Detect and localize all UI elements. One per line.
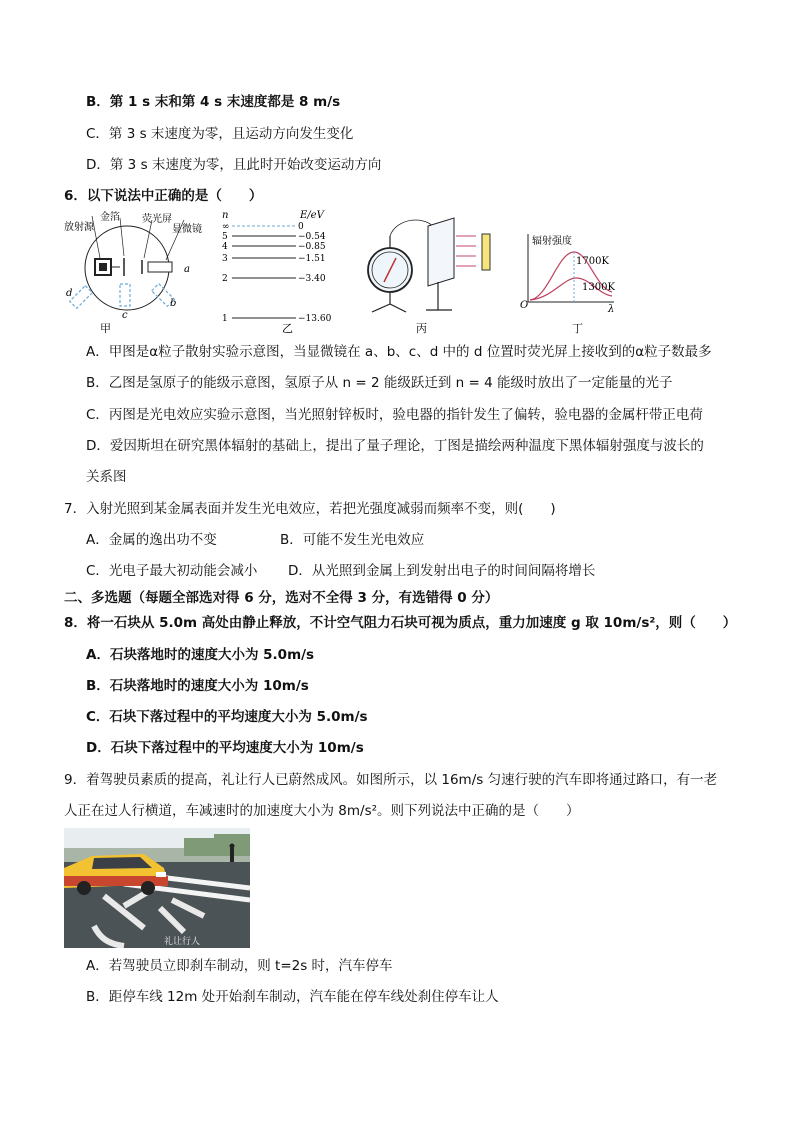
- q7-option-b: B．可能不发生光电效应: [280, 532, 425, 548]
- label-microscope: 显微镜: [172, 224, 202, 235]
- crosswalk-photo: [64, 828, 250, 948]
- q9-stem-line2: 人正在过人行横道，车减速时的加速度大小为 8m/s²。则下列说法中正确的是（ ）: [64, 803, 580, 819]
- energy-level-e: −0.54: [298, 232, 326, 242]
- energy-level-e: −13.60: [298, 314, 332, 324]
- q5-option-b: B．第 1 s 末和第 4 s 末速度都是 8 m/s: [86, 94, 341, 110]
- energy-level-e: 0: [298, 222, 304, 232]
- label-b: b: [170, 298, 177, 309]
- q6-option-c: C．丙图是光电效应实验示意图，当光照射锌板时，验电器的指针发生了偏转，验电器的金属杆带正电荷: [86, 407, 703, 423]
- figure-jia-alpha-scattering: [62, 208, 202, 336]
- label-screen: 荧光屏: [142, 214, 172, 225]
- figure-bing-photoelectric: [356, 208, 506, 336]
- label-foil: 金箔: [100, 212, 120, 223]
- q8-option-c: C．石块下落过程中的平均速度大小为 5.0m/s: [86, 709, 368, 725]
- label-intensity: 辐射强度: [532, 236, 572, 247]
- label-n: n: [222, 210, 229, 221]
- q9-option-b: B．距停车线 12m 处开始刹车制动，汽车能在停车线处刹住停车让人: [86, 989, 499, 1005]
- caption-jia: 甲: [100, 322, 111, 335]
- label-1300k: 1300K: [582, 282, 615, 293]
- energy-level-n: 3: [222, 254, 228, 264]
- label-1700k: 1700K: [576, 256, 609, 267]
- energy-level-n: 1: [222, 314, 228, 324]
- label-e: E/eV: [300, 210, 324, 221]
- q9-option-a: A．若驾驶员立即刹车制动，则 t=2s 时，汽车停车: [86, 958, 393, 974]
- q6-option-a: A．甲图是α粒子散射实验示意图，当显微镜在 a、b、c、d 中的 d 位置时荧光屏上接收到的α粒子数最多: [86, 344, 712, 360]
- q7-option-a: A．金属的逸出功不变: [86, 532, 217, 548]
- q8-option-d: D．石块下落过程中的平均速度大小为 10m/s: [86, 740, 364, 756]
- q8-option-b: B．石块落地时的速度大小为 10m/s: [86, 678, 309, 694]
- label-lambda: λ: [608, 304, 615, 315]
- q6-option-b: B．乙图是氢原子的能级示意图，氢原子从 n = 2 能级跃迁到 n = 4 能级时放出了一定能量的光子: [86, 375, 673, 391]
- energy-level-n: 2: [222, 274, 228, 284]
- q6-option-d: D．爱因斯坦在研究黑体辐射的基础上，提出了量子理论，丁图是描绘两种温度下黑体辐射强度与波长的: [86, 438, 704, 454]
- caption-ding: 丁: [572, 322, 583, 335]
- q5-option-d: D．第 3 s 末速度为零，且此时开始改变运动方向: [86, 157, 382, 173]
- label-d: d: [66, 288, 73, 299]
- q6-stem: 6．以下说法中正确的是（ ）: [64, 188, 263, 204]
- figure-yi-energy-levels: [218, 208, 336, 336]
- energy-level-n: ∞: [222, 222, 230, 232]
- road-marking-text: 礼让行人: [164, 937, 201, 947]
- caption-yi: 乙: [282, 322, 293, 335]
- q8-stem: 8．将一石块从 5.0m 高处由静止释放，不计空气阻力石块可视为质点，重力加速度 g 取 10m/s²，则（ ）: [64, 615, 737, 631]
- section-multiple-choice-title: 二、多选题（每题全部选对得 6 分，选对不全得 3 分，有选错得 0 分）: [64, 590, 499, 606]
- energy-level-e: −1.51: [298, 254, 326, 264]
- energy-level-n: 5: [222, 232, 228, 242]
- energy-level-e: −3.40: [298, 274, 326, 284]
- label-c: c: [122, 310, 128, 321]
- q9-stem-line1: 9．着驾驶员素质的提高，礼让行人已蔚然成风。如图所示，以 16m/s 匀速行驶的汽车即将通过路口，有一老: [64, 772, 718, 788]
- q5-option-c: C．第 3 s 末速度为零，且运动方向发生变化: [86, 126, 354, 142]
- label-origin: O: [520, 300, 529, 311]
- q7-stem: 7．入射光照到某金属表面并发生光电效应，若把光强度减弱而频率不变，则( ): [64, 501, 556, 517]
- caption-bing: 丙: [416, 322, 427, 335]
- q7-option-d: D．从光照到金属上到发射出电子的时间间隔将增长: [288, 563, 596, 579]
- label-a: a: [184, 264, 190, 275]
- figure-ding-blackbody: [518, 208, 618, 336]
- q7-option-c: C．光电子最大初动能会减小: [86, 563, 258, 579]
- label-source: 放射源: [64, 222, 94, 233]
- energy-level-n: 4: [222, 242, 228, 252]
- energy-level-e: −0.85: [298, 242, 326, 252]
- q6-option-d-cont: 关系图: [86, 469, 127, 485]
- q8-option-a: A．石块落地时的速度大小为 5.0m/s: [86, 647, 315, 663]
